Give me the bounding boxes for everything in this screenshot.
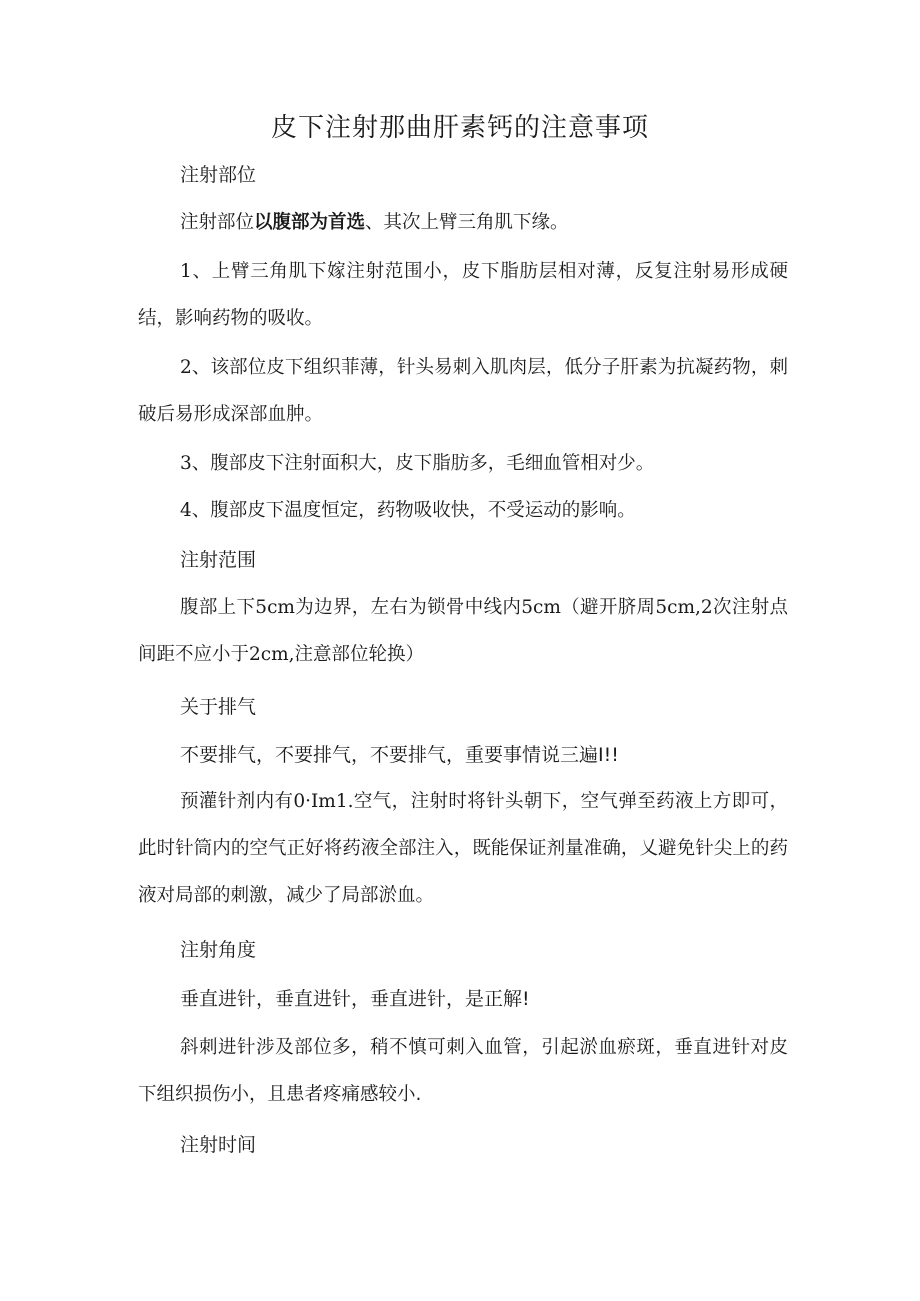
site-item-4: 4、腹部皮下温度恒定，药物吸收快，不受运动的影响。 [180,500,636,521]
document-title: 皮下注射那曲肝素钙的注意事项 [270,113,649,143]
section-heading-injection-time: 注射时间 [180,1134,257,1156]
site-intro-prefix: 注射部位 [180,212,255,233]
angle-emphasis: 垂直进针，垂直进针，垂直进针，是正解! [180,988,530,1010]
section-heading-exhaust: 关于排气 [180,696,257,718]
section-heading-injection-range: 注射范围 [180,549,257,571]
section-heading-injection-angle: 注射角度 [180,939,257,961]
range-paragraph: 腹部上下5cm为边界，左右为锁骨中线内5cm（避开脐周5cm,2次注射点间距不应小于2cm,注意部位轮换） [138,597,788,665]
site-intro-emphasis: 以腹部为首选 [254,212,366,233]
site-item-3: 3、腹部皮下注射面积大，皮下脂肪多，毛细血管相对少。 [180,453,655,474]
site-item-1: 1、上臂三角肌下嫁注射范围小，皮下脂肪层相对薄，反复注射易形成硬结，影响药物的吸收。 [138,261,788,329]
site-intro-paragraph [138,199,788,246]
angle-paragraph: 斜刺进针涉及部位多，稍不慎可刺入血管，引起淤血瘀斑，垂直进针对皮下组织损伤小，且患者疼痛感较小. [138,1037,788,1105]
site-item-2: 2、该部位皮下组织菲薄，针头易刺入肌肉层，低分子肝素为抗凝药物，刺破后易形成深部血肿。 [138,357,788,425]
section-heading-injection-site: 注射部位 [180,164,257,186]
exhaust-emphasis: 不要排气，不要排气，不要排气，重要事情说三遍I!! [180,744,619,766]
site-intro-suffix: 、其次上臂三角肌下缘。 [365,212,569,233]
exhaust-paragraph: 预灌针剂内有0·Im1.空气，注射时将针头朝下，空气弹至药液上方即可，此时针筒内的空气正好将药液全部注入，既能保证剂量准确，乂避免针尖上的药液对局部的刺激，减少了局部淤血。 [138,791,788,906]
